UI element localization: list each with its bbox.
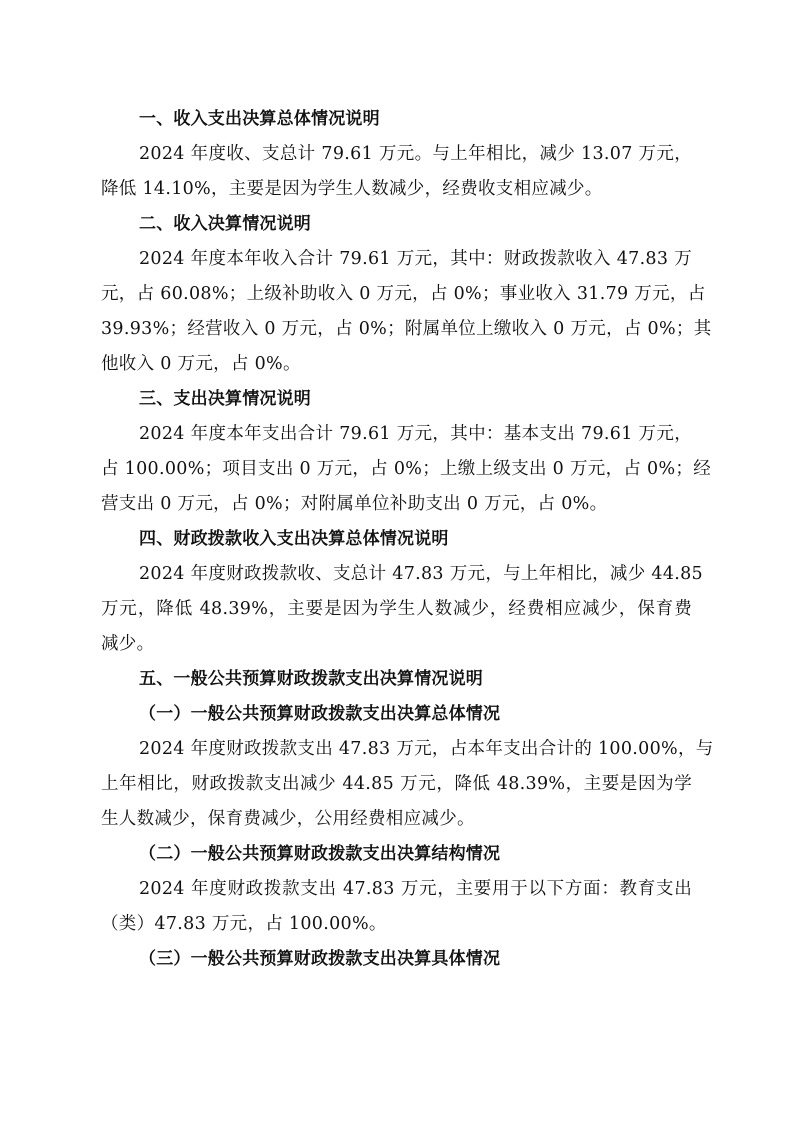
section-5-sub-2-para-line-2: （类）47.83 万元，占 100.00%。 [101, 914, 387, 934]
section-2-para-line-4: 他收入 0 万元，占 0%。 [101, 354, 301, 374]
section-4-para-line-2: 万元，降低 48.39%，主要是因为学生人数减少，经费相应减少，保育费 [101, 599, 692, 619]
section-5-sub-3-heading: （三）一般公共预算财政拨款支出决算具体情况 [139, 949, 501, 969]
section-2-para-line-1: 2024 年度本年收入合计 79.61 万元，其中：财政拨款收入 47.83 万 [139, 249, 692, 269]
section-2-para-line-3: 39.93%；经营收入 0 万元，占 0%；附属单位上缴收入 0 万元，占 0%；其 [101, 319, 712, 339]
section-2-para-line-2: 元，占 60.08%；上级补助收入 0 万元，占 0%；事业收入 31.79 万元，占 [101, 284, 706, 304]
section-1-para-line-1: 2024 年度收、支总计 79.61 万元。与上年相比，减少 13.07 万元， [139, 144, 692, 164]
section-5-sub-1-heading: （一）一般公共预算财政拨款支出决算总体情况 [139, 704, 501, 724]
section-5-sub-2-heading: （二）一般公共预算财政拨款支出决算结构情况 [139, 844, 501, 864]
section-3-para-line-3: 营支出 0 万元，占 0%；对附属单位补助支出 0 万元，占 0%。 [101, 494, 608, 514]
section-3-para-line-1: 2024 年度本年支出合计 79.61 万元，其中：基本支出 79.61 万元， [139, 424, 692, 444]
section-5-sub-1-para-line-1: 2024 年度财政拨款支出 47.83 万元，占本年支出合计的 100.00%，与 [139, 739, 714, 759]
section-5-sub-1-para-line-3: 生人数减少，保育费减少，公用经费相应减少。 [101, 809, 475, 829]
section-4-heading: 四、财政拨款收入支出决算总体情况说明 [139, 529, 449, 549]
section-1-heading: 一、收入支出决算总体情况说明 [139, 109, 380, 129]
section-3-heading: 三、支出决算情况说明 [139, 389, 311, 409]
section-3-para-line-2: 占 100.00%；项目支出 0 万元，占 0%；上缴上级支出 0 万元，占 0%；经 [101, 459, 711, 479]
section-5-heading: 五、一般公共预算财政拨款支出决算情况说明 [139, 669, 483, 689]
section-5-sub-2-para-line-1: 2024 年度财政拨款支出 47.83 万元，主要用于以下方面：教育支出 [139, 879, 692, 899]
section-1-para-line-2: 降低 14.10%，主要是因为学生人数减少，经费收支相应减少。 [101, 179, 603, 199]
section-4-para-line-1: 2024 年度财政拨款收、支总计 47.83 万元，与上年相比，减少 44.85 [139, 564, 703, 584]
section-2-heading: 二、收入决算情况说明 [139, 214, 311, 234]
section-5-sub-1-para-line-2: 上年相比，财政拨款支出减少 44.85 万元，降低 48.39%，主要是因为学 [101, 774, 692, 794]
section-4-para-line-3: 减少。 [101, 634, 155, 654]
